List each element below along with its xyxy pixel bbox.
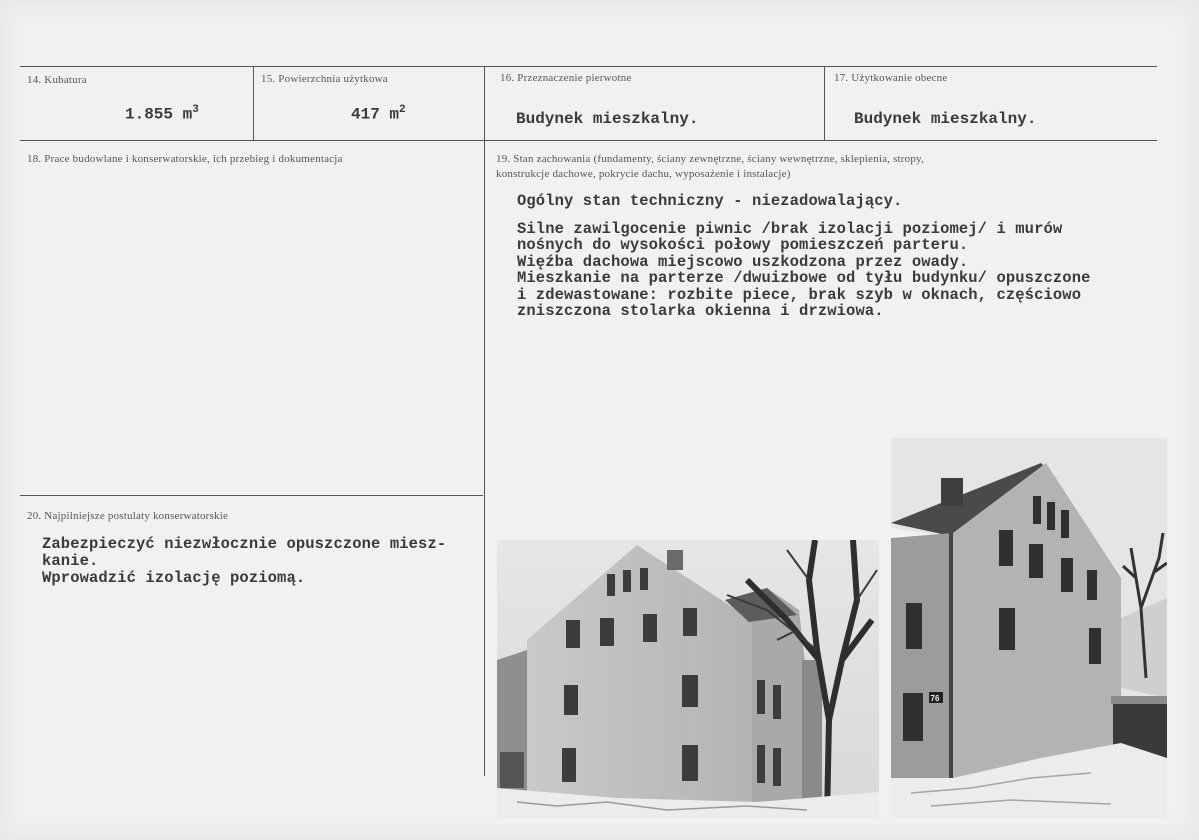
field-19-line-4: Więźba dachowa miejscowo uszkodzona przez owady. — [517, 253, 969, 271]
top-rule — [20, 66, 1157, 67]
building-photo-left-image — [497, 540, 879, 818]
field-19-line-7: zniszczona stolarka okienna i drzwiowa. — [517, 302, 884, 320]
divider-14-15 — [253, 66, 254, 141]
row1-bottom-rule — [20, 140, 1157, 141]
field-20-line-1: Zabezpieczyć niezwłocznie opuszczone miesz- — [42, 535, 447, 553]
field-17-value: Budynek mieszkalny. — [854, 110, 1037, 128]
field-19-line-2: Silne zawilgocenie piwnic /brak izolacji poziomej/ i murów — [517, 220, 1063, 238]
col18-bottom-rule — [20, 495, 483, 496]
field-16-value: Budynek mieszkalny. — [516, 110, 699, 128]
building-photo-left — [497, 540, 879, 818]
field-16-label: 16. Przeznaczenie pierwotne — [500, 72, 632, 84]
field-20-label: 20. Najpilniejsze postulaty konserwatorskie — [27, 510, 229, 522]
field-20-line-3: Wprowadzić izolację poziomą. — [42, 569, 306, 587]
field-14-label: 14. Kubatura — [27, 74, 87, 86]
field-20-line-2: kanie. — [42, 552, 99, 570]
field-19-label-line1: 19. Stan zachowania (fundamenty, ściany zewnętrzne, ściany wewnętrzne, sklepienia, stropy, — [496, 153, 925, 165]
field-19-line-3: nośnych do wysokości połowy pomieszczeń parteru. — [517, 236, 969, 254]
field-15-label: 15. Powierzchnia użytkowa — [261, 73, 388, 85]
house-number-plate: 76 — [930, 694, 940, 703]
building-photo-right — [891, 438, 1167, 818]
field-14-value: 1.855 $m^3$ — [125, 104, 199, 124]
field-15-value: 417 $m^2$ — [351, 104, 406, 124]
field-19-line-5: Mieszkanie na parterze /dwuizbowe od tyłu budynku/ opuszczone — [517, 269, 1091, 287]
divider-15-16 — [484, 66, 485, 776]
divider-16-17 — [824, 66, 825, 141]
field-19-line-1: Ogólny stan techniczny - niezadowalający. — [517, 192, 903, 210]
field-17-label: 17. Użytkowanie obecne — [834, 72, 948, 84]
field-19-line-6: i zdewastowane: rozbite piece, brak szyb w oknach, częściowo — [517, 286, 1082, 304]
field-19-label-line2: konstrukcje dachowe, pokrycie dachu, wyposażenie i instalacje) — [496, 168, 791, 180]
field-18-label: 18. Prace budowlane i konserwatorskie, ich przebieg i dokumentacja — [27, 153, 343, 165]
building-photo-right-image — [891, 438, 1167, 818]
